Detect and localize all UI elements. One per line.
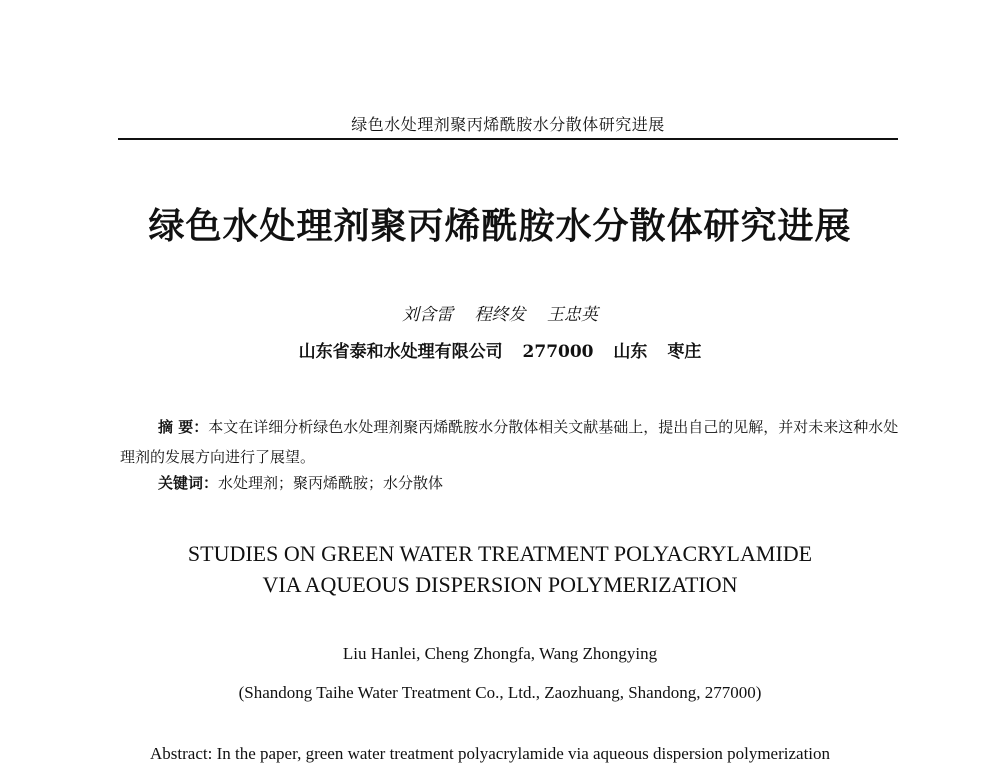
authors-en: Liu Hanlei, Cheng Zhongfa, Wang Zhongying [342, 644, 658, 663]
title-en-line-2: VIA AQUEOUS DISPERSION POLYMERIZATION [262, 572, 738, 597]
affiliation-cn: 山东省泰和水处理有限公司 277000 山东 枣庄 [298, 342, 702, 362]
abstract-cn [120, 412, 910, 472]
keywords-cn-label: 关键词： [158, 474, 219, 492]
title-en-line-1: STUDIES ON GREEN WATER TREATMENT POLYACRYLAMIDE [187, 541, 813, 566]
article-title-cn: 绿色水处理剂聚丙烯酰胺水分散体研究进展 [148, 205, 852, 247]
running-header: 绿色水处理剂聚丙烯酰胺水分散体研究进展 [351, 115, 665, 134]
affiliation-en: (Shandong Taihe Water Treatment Co., Ltd., Zaozhuang, Shandong, 277000) [238, 683, 762, 702]
abstract-cn-text: 本文在详细分析绿色水处理剂聚丙烯酰胺水分散体相关文献基础上，提出自己的见解，并对未来这种水处理剂的发展方向进行了展望。 [120, 418, 899, 466]
keywords-cn [158, 472, 858, 493]
header-rule [118, 138, 898, 140]
abstract-cn-label: 摘 要： [158, 418, 209, 436]
article-title-en [80, 538, 920, 600]
authors-cn: 刘含雷 程终发 王忠英 [402, 305, 598, 325]
abstract-en-partial: Abstract: In the paper, green water treatment polyacrylamide via aqueous dispersion polymerization [150, 744, 831, 763]
keywords-cn-text: 水处理剂；聚丙烯酰胺；水分散体 [218, 474, 444, 492]
